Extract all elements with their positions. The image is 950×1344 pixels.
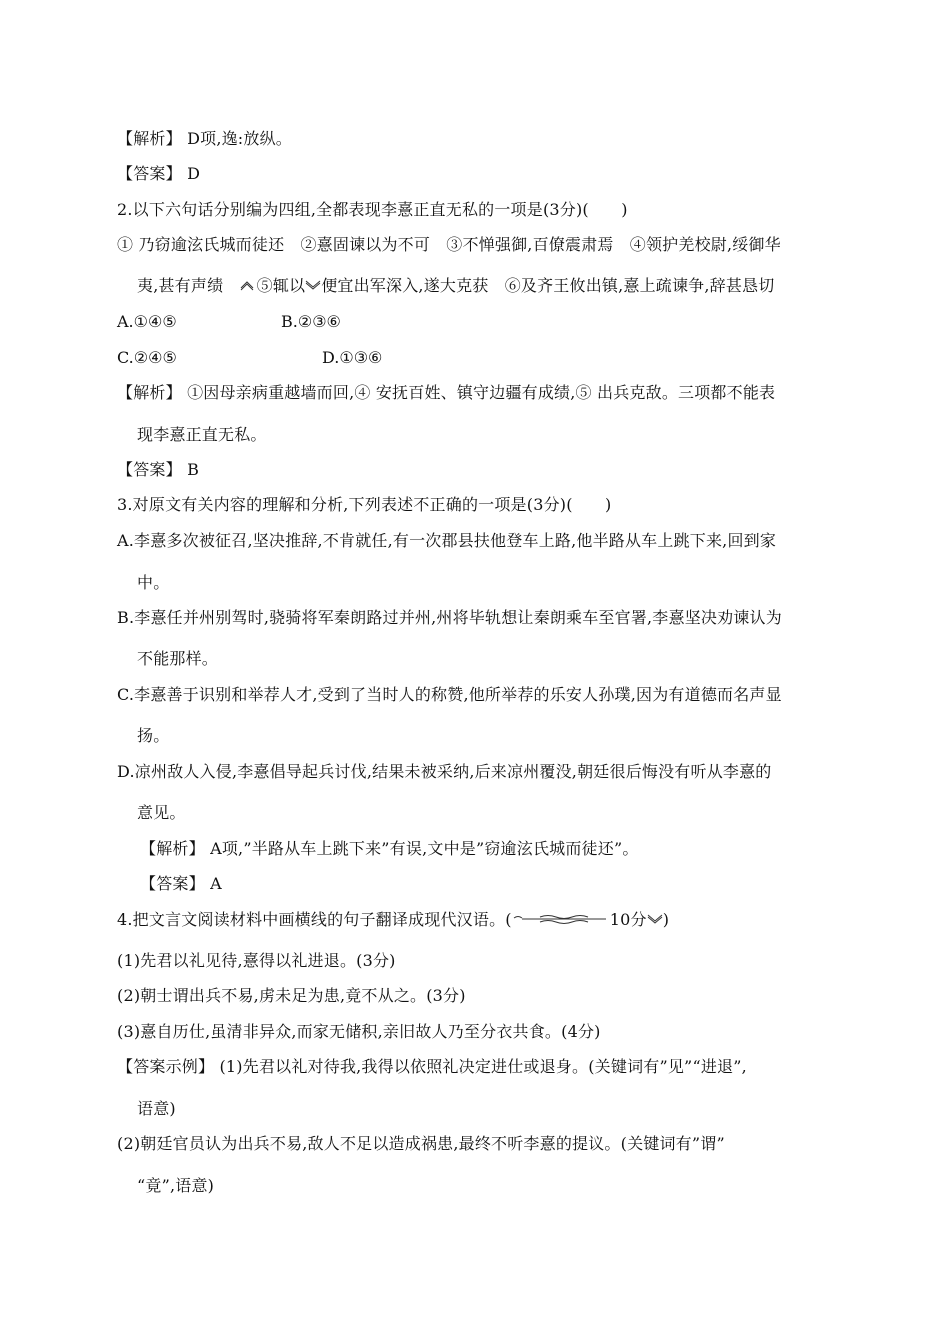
text-run: ) xyxy=(662,910,670,929)
answer-3: 【答案】 A xyxy=(140,874,222,893)
text-run: 4.把文言文阅读材料中画横线的句子翻译成现代汉语。( xyxy=(117,910,512,929)
option-a: A.①④⑤ xyxy=(117,312,177,331)
option-b: B.②③⑥ xyxy=(281,312,341,331)
text-run: 10分 xyxy=(609,910,647,929)
option-d: D.①③⑥ xyxy=(322,348,383,367)
question-3-option-b-cont: 不能那样。 xyxy=(137,649,219,668)
question-2-sentences-1: ① 乃窃逾泫氏城而徒还 ②憙固谏以为不可 ③不惮强御,百僚震肃焉 ④领护羌校尉,绥御华 xyxy=(117,235,781,254)
question-4 xyxy=(117,909,669,932)
question-3-option-c-cont: 扬。 xyxy=(137,726,170,745)
question-3-option-a-cont: 中。 xyxy=(137,573,170,592)
question-3-option-b: B.李憙任并州别驾时,骁骑将军秦朗路过并州,州将毕轨想让秦朗乘车至官署,李憙坚决劝谏认为 xyxy=(117,608,782,627)
text-run: 夷,甚有声绩 xyxy=(137,276,224,295)
question-3: 3.对原文有关内容的理解和分析,下列表述不正确的一项是(3分)( ) xyxy=(117,495,612,514)
question-3-option-c: C.李憙善于识别和举荐人才,受到了当时人的称赞,他所举荐的乐安人孙璞,因为有道德而名声显 xyxy=(117,685,782,704)
question-2-sentences-2 xyxy=(137,275,774,298)
analysis-2-cont: 现李憙正直无私。 xyxy=(137,425,267,444)
analysis-2: 【解析】 ①因母亲病重越墙而回,④ 安抚百姓、镇守边疆有成绩,⑤ 出兵克敌。三项都不能表 xyxy=(117,383,776,402)
text-run: 便宜出军深入,遂大克获 ⑥及齐王攸出镇,憙上疏谏争,辞甚恳切 xyxy=(321,276,775,295)
question-3-option-d: D.凉州敌人入侵,李憙倡导起兵讨伐,结果未被采纳,后来凉州覆没,朝廷很后悔没有听从李憙的 xyxy=(117,762,772,781)
question-3-option-a: A.李憙多次被征召,坚决推辞,不肯就任,有一次郡县扶他登车上路,他半路从车上跳下来,回到家 xyxy=(117,531,777,550)
question-2: 2.以下六句话分别编为四组,全都表现李憙正直无私的一项是(3分)( ) xyxy=(117,200,628,219)
question-4-item-1: (1)先君以礼见待,憙得以礼进退。(3分) xyxy=(117,951,396,970)
answer-1: 【答案】 D xyxy=(117,164,201,183)
analysis-3: 【解析】 A项,”半路从车上跳下来”有误,文中是”窃逾泫氏城而徒还”。 xyxy=(140,839,639,858)
analysis-1: 【解析】 D项,逸:放纵。 xyxy=(117,129,292,148)
question-4-item-2: (2)朝士谓出兵不易,虏未足为患,竟不从之。(3分) xyxy=(117,986,466,1005)
wave-mark-icon xyxy=(305,276,321,298)
answer-2: 【答案】 B xyxy=(117,460,200,479)
wave-mark-icon xyxy=(229,276,257,298)
answer-example-2-cont: “竟”,语意) xyxy=(137,1176,215,1195)
wave-mark-icon xyxy=(647,910,663,932)
answer-example-1-cont: 语意) xyxy=(137,1099,176,1118)
answer-example-2: (2)朝廷官员认为出兵不易,敌人不足以造成祸患,最终不听李憙的提议。(关键词有”谓” xyxy=(117,1134,725,1153)
answer-example-1: 【答案示例】 (1)先君以礼对待我,我得以依照礼决定进仕或退身。(关键词有”见”“进退”, xyxy=(117,1057,747,1076)
wave-mark-icon xyxy=(512,910,610,932)
question-3-option-d-cont: 意见。 xyxy=(137,803,186,822)
question-4-item-3: (3)憙自历仕,虽清非异众,而家无储积,亲旧故人乃至分衣共食。(4分) xyxy=(117,1022,601,1041)
option-c: C.②④⑤ xyxy=(117,348,177,367)
text-run: ⑤辄以 xyxy=(256,276,306,295)
